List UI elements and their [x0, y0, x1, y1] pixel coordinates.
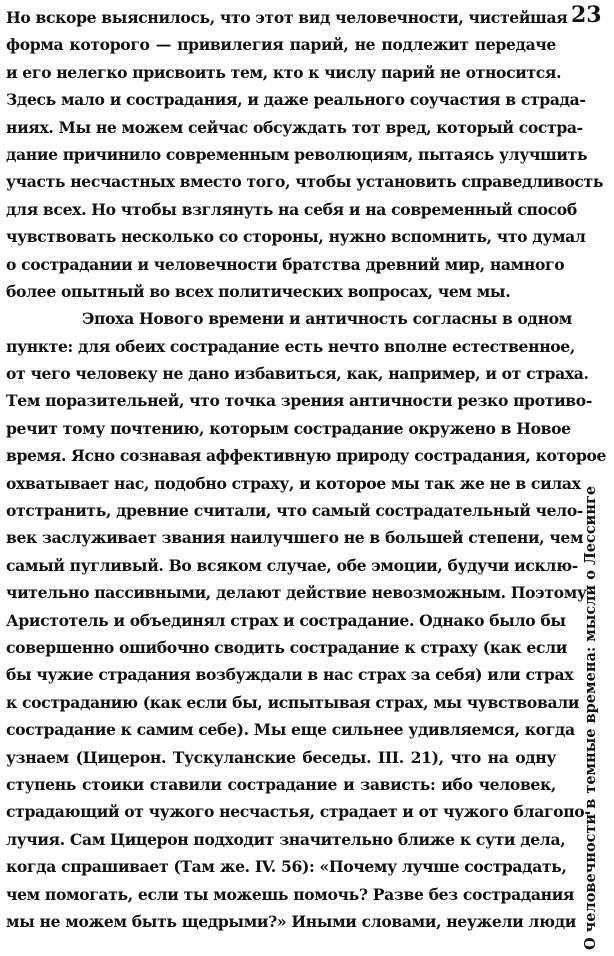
text-line: век заслуживает звания наилучшего не в большей степени, чем	[6, 528, 584, 548]
text-line: и его нелегко присвоить тем, кто к числу парий не относится.	[6, 62, 562, 82]
text-line: узнаем (Цицерон. Тускуланские беседы. III. 21), что на одну	[6, 747, 556, 767]
text-line: ступень стоики ставили сострадание и зависть: ибо человек,	[6, 774, 556, 794]
text-line: чем помогать, если ты можешь помочь? Разве без сострадания	[6, 884, 575, 904]
text-line: лучия. Сам Цицерон подходит значительно ближе к сути дела,	[6, 829, 566, 849]
text-line: самый пугливый. Во всяком случае, обе эмоции, будучи исклю-	[6, 555, 578, 575]
text-line: сострадание к самим себе). Мы еще сильнее удивляемся, когда	[6, 720, 575, 740]
text-line: ниях. Мы не можем сейчас обсуждать тот вред, который состра-	[6, 117, 583, 137]
text-line: пункте: для обеих сострадание есть нечто вполне естественное,	[6, 336, 575, 356]
text-line: для всех. Но чтобы взглянуть на себя и на современный способ	[6, 199, 577, 219]
text-line: дание причинило современным революциям, пытаясь улучшить	[6, 144, 588, 164]
running-head: О человечности в темные времена: мысли о Лессинге	[582, 485, 599, 950]
text-line: время. Ясно сознавая аффективную природу сострадания, которое	[6, 446, 607, 466]
text-line: охватывает нас, подобно страху, и которое мы так же не в силах	[6, 473, 581, 493]
text-line: совершенно ошибочно сводить сострадание к страху (как если	[6, 637, 568, 657]
text-line: к состраданию (как если бы, испытывая страх, мы чувствовали	[6, 692, 580, 712]
text-line: Но вскоре выяснилось, что этот вид человечности, чистейшая	[6, 8, 568, 27]
running-head-container	[572, 485, 612, 950]
text-line: чувствовать несколько со стороны, нужно вспомнить, что думал	[6, 227, 586, 247]
text-line: Аристотель и объединял страх и сострадание. Однако было бы	[6, 610, 566, 630]
text-line: участь несчастных вместо того, чтобы установить справедливость	[6, 172, 604, 192]
text-line: бы чужие страдания возбуждали в нас страх за себя) или страх	[6, 665, 574, 685]
text-line: о сострадании и человечности братства древний мир, намного	[6, 254, 565, 274]
text-line: Здесь мало и сострадания, и даже реального соучастия в страда-	[6, 90, 586, 110]
text-line: более опытный во всех политических вопросах, чем мы.	[6, 281, 511, 301]
text-line: Тем поразительней, что точка зрения античности резко противо-	[6, 391, 592, 411]
text-line: страдающий от чужого несчастья, страдает и от чужого благопо-	[6, 802, 591, 822]
text-line: от чего человеку не дано избавиться, как, например, и от страха.	[6, 364, 589, 384]
text-line: мы не можем быть щедрыми?» Иными словами, неужели люди	[6, 911, 576, 931]
text-line: когда спрашивает (Там же. IV. 56): «Почему лучше сострадать,	[6, 857, 567, 877]
text-line: чительно пассивными, делают действие невозможным. Поэтому	[6, 583, 587, 603]
text-line: отстранить, древние считали, что самый сострадательный чело-	[6, 501, 583, 521]
page-number: 23	[571, 2, 602, 28]
text-line: речит тому почтению, которым сострадание окружено в Новое	[6, 418, 571, 438]
text-line: форма которого — привилегия парий, не подлежит передаче	[6, 35, 556, 55]
text-line: Эпоха Нового времени и античность согласны в одном	[82, 309, 572, 329]
